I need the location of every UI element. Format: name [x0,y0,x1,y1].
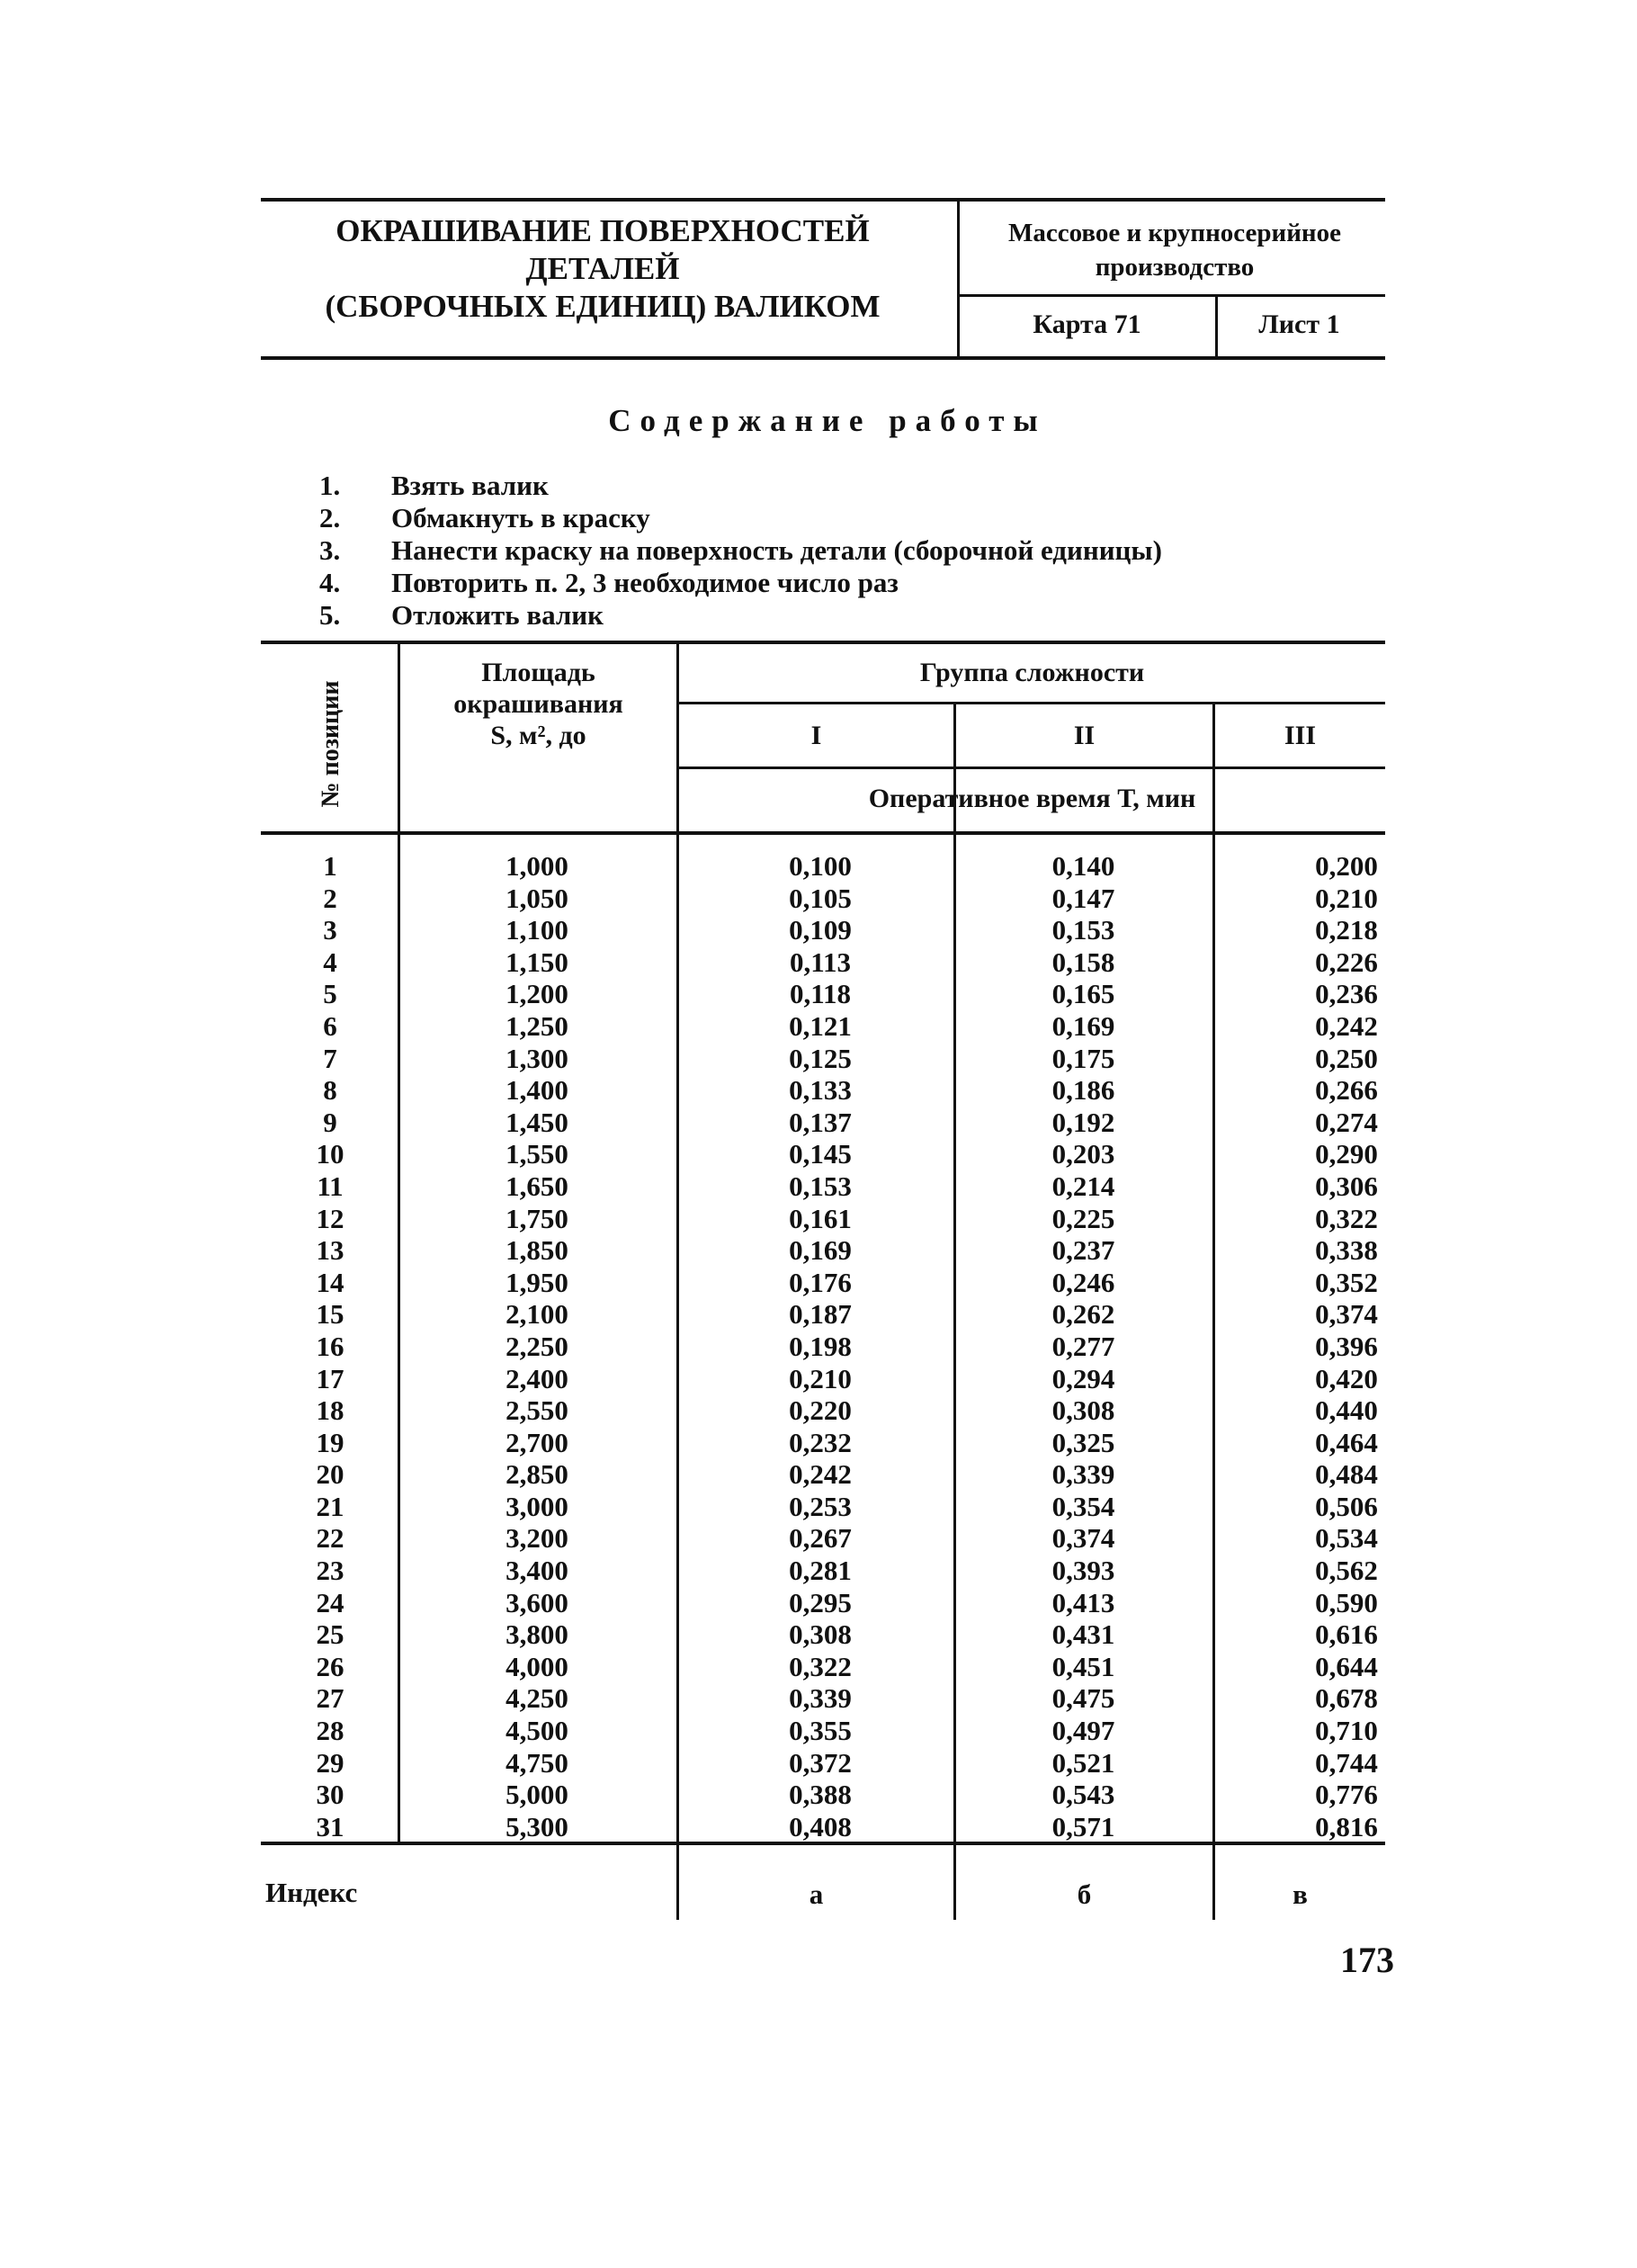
cell-area: 1,000 [505,850,568,882]
cell-group-ii: 0,237 [1051,1234,1115,1267]
column-header-area [400,657,676,751]
cell-position: 7 [323,1042,337,1074]
cell-position: 21 [316,1490,344,1522]
table-header-bottom-rule [261,831,1385,835]
cell-group-ii: 0,431 [1051,1618,1115,1651]
cell-group-iii: 0,242 [1315,1009,1378,1042]
cell-group-iii: 0,776 [1315,1779,1378,1811]
cell-group-ii: 0,521 [1051,1746,1115,1779]
table-row [263,1811,1387,1843]
table-row [263,1298,1387,1331]
table-row [263,1170,1387,1203]
work-content-title: Содержание работы [608,403,1047,438]
cell-group-iii: 0,322 [1315,1202,1378,1234]
cell-group-iii: 0,484 [1315,1458,1378,1491]
step-number: 2. [319,502,341,533]
cell-group-iii: 0,744 [1315,1746,1378,1779]
cell-area: 3,400 [505,1555,568,1587]
cell-group-ii: 0,277 [1051,1330,1115,1362]
step-number: 1. [319,470,341,501]
table-row [263,1427,1387,1459]
table-row [263,1267,1387,1299]
table-row [263,978,1387,1010]
table-row [263,946,1387,979]
cell-area: 1,650 [505,1170,568,1202]
group-ii-header: II [1073,721,1096,750]
header-bottom-rule [261,356,1385,360]
cell-group-iii: 0,250 [1315,1042,1378,1074]
cell-group-iii: 0,218 [1315,914,1378,946]
cell-group-iii: 0,506 [1315,1490,1378,1522]
cell-position: 20 [316,1458,344,1491]
cell-group-iii: 0,290 [1315,1138,1378,1170]
cell-group-iii: 0,534 [1315,1522,1378,1555]
cell-area: 5,000 [505,1779,568,1811]
cell-group-i: 0,281 [789,1555,852,1587]
cell-area: 1,400 [505,1074,568,1107]
cell-area: 2,850 [505,1458,568,1491]
table-row [263,1747,1387,1779]
cell-area: 1,450 [505,1106,568,1138]
cell-position: 30 [316,1779,344,1811]
cell-position: 15 [316,1298,344,1331]
cell-area: 3,200 [505,1522,568,1555]
step-text: Повторить п. 2, 3 необходимое число раз [391,567,899,598]
step-text: Нанести краску на поверхность детали (сборочной единицы) [391,534,1162,566]
cell-position: 22 [316,1522,344,1555]
table-row [263,883,1387,915]
table-row [263,850,1387,883]
cell-group-iii: 0,440 [1315,1394,1378,1427]
cell-group-ii: 0,354 [1051,1490,1115,1522]
cell-area: 2,100 [505,1298,568,1331]
cell-area: 4,000 [505,1650,568,1682]
table-row [263,1491,1387,1523]
cell-position: 25 [316,1618,344,1651]
cell-group-iii: 0,274 [1315,1106,1378,1138]
cell-group-ii: 0,339 [1051,1458,1115,1491]
cell-group-iii: 0,678 [1315,1682,1378,1715]
cell-group-ii: 0,214 [1051,1170,1115,1202]
cell-group-ii: 0,413 [1051,1586,1115,1618]
cell-group-iii: 0,816 [1315,1810,1378,1842]
step-number: 5. [319,599,341,631]
table-row [263,1043,1387,1075]
table-row [263,1107,1387,1139]
cell-group-i: 0,105 [789,882,852,914]
table-row [263,1394,1387,1427]
document-title [270,212,935,326]
cell-group-ii: 0,192 [1051,1106,1115,1138]
cell-group-iii: 0,374 [1315,1298,1378,1331]
cell-group-ii: 0,140 [1051,850,1115,882]
cell-group-i: 0,121 [789,1009,852,1042]
table-row [263,1555,1387,1587]
cell-group-ii: 0,175 [1051,1042,1115,1074]
area-header-line-1: Площадь [481,658,595,687]
table-row [263,1587,1387,1619]
cell-group-iii: 0,226 [1315,946,1378,978]
cell-area: 2,250 [505,1330,568,1362]
title-line-1: ОКРАШИВАНИЕ ПОВЕРХНОСТЕЙ ДЕТАЛЕЙ [335,213,870,286]
cell-group-iii: 0,464 [1315,1426,1378,1458]
cell-group-i: 0,153 [789,1170,852,1202]
cell-group-iii: 0,562 [1315,1555,1378,1587]
cell-group-i: 0,118 [789,978,852,1010]
index-label: Индекс [265,1877,358,1908]
cell-area: 1,100 [505,914,568,946]
cell-area: 3,800 [505,1618,568,1651]
cell-position: 17 [316,1362,344,1394]
cell-group-iii: 0,420 [1315,1362,1378,1394]
table-row [263,1715,1387,1747]
table-row [263,1522,1387,1555]
cell-group-i: 0,198 [789,1330,852,1362]
cell-area: 1,300 [505,1042,568,1074]
page-number: 173 [1340,1940,1394,1980]
cell-group-i: 0,408 [789,1810,852,1842]
cell-area: 3,000 [505,1490,568,1522]
cell-area: 1,950 [505,1266,568,1298]
cell-group-iii: 0,236 [1315,978,1378,1010]
area-header-line-3: S, м², до [490,721,586,750]
cell-group-i: 0,388 [789,1779,852,1811]
cell-group-iii: 0,352 [1315,1266,1378,1298]
cell-group-i: 0,242 [789,1458,852,1491]
cell-group-iii: 0,396 [1315,1330,1378,1362]
header-mid-rule [957,294,1385,297]
cell-group-i: 0,339 [789,1682,852,1715]
table-row [263,914,1387,946]
table-row [263,1074,1387,1107]
index-a: а [809,1878,824,1910]
cell-group-ii: 0,153 [1051,914,1115,946]
cell-group-i: 0,176 [789,1266,852,1298]
table-row [263,1363,1387,1395]
cell-group-ii: 0,374 [1051,1522,1115,1555]
column-header-position: № позиции [317,680,344,808]
step-text: Отложить валик [391,599,604,631]
cell-group-i: 0,267 [789,1522,852,1555]
cell-area: 4,500 [505,1715,568,1747]
cell-group-ii: 0,225 [1051,1202,1115,1234]
cell-position: 5 [323,978,337,1010]
cell-position: 29 [316,1746,344,1779]
cell-group-ii: 0,497 [1051,1715,1115,1747]
roman-header-rule [676,766,1385,769]
cell-position: 24 [316,1586,344,1618]
cell-position: 19 [316,1426,344,1458]
table-row [263,1682,1387,1715]
production-line-2: производство [1095,253,1255,282]
cell-group-ii: 0,262 [1051,1298,1115,1331]
table-row [263,1779,1387,1811]
cell-area: 4,250 [505,1682,568,1715]
cell-group-i: 0,210 [789,1362,852,1394]
cell-area: 2,550 [505,1394,568,1427]
cell-group-i: 0,133 [789,1074,852,1107]
cell-group-i: 0,295 [789,1586,852,1618]
cell-position: 13 [316,1234,344,1267]
cell-position: 26 [316,1650,344,1682]
table-top-rule [261,641,1385,644]
cell-position: 27 [316,1682,344,1715]
group-i-header: I [810,721,822,750]
cell-group-iii: 0,710 [1315,1715,1378,1747]
table-row [263,1618,1387,1651]
cell-area: 1,850 [505,1234,568,1267]
cell-position: 4 [323,946,337,978]
cell-group-i: 0,145 [789,1138,852,1170]
cell-group-ii: 0,475 [1051,1682,1115,1715]
cell-group-ii: 0,186 [1051,1074,1115,1107]
cell-group-iii: 0,306 [1315,1170,1378,1202]
cell-group-i: 0,322 [789,1650,852,1682]
cell-area: 1,550 [505,1138,568,1170]
header-top-rule [261,198,1385,202]
cell-group-ii: 0,147 [1051,882,1115,914]
group-header-rule [676,702,1385,704]
cell-group-i: 0,100 [789,850,852,882]
cell-group-ii: 0,203 [1051,1138,1115,1170]
cell-group-i: 0,109 [789,914,852,946]
step-text: Взять валик [391,470,549,501]
group-iii-header: III [1284,721,1317,750]
cell-position: 18 [316,1394,344,1427]
cell-group-i: 0,161 [789,1202,852,1234]
cell-area: 2,700 [505,1426,568,1458]
cell-group-i: 0,187 [789,1298,852,1331]
cell-area: 5,300 [505,1810,568,1842]
cell-group-ii: 0,294 [1051,1362,1115,1394]
cell-group-iii: 0,210 [1315,882,1378,914]
cell-group-i: 0,220 [789,1394,852,1427]
cell-position: 16 [316,1330,344,1362]
cell-area: 1,150 [505,946,568,978]
table-row [263,1010,1387,1043]
cell-group-ii: 0,308 [1051,1394,1115,1427]
cell-position: 9 [323,1106,337,1138]
cell-group-i: 0,372 [789,1746,852,1779]
cell-position: 3 [323,914,337,946]
cell-group-i: 0,125 [789,1042,852,1074]
cell-group-iii: 0,644 [1315,1650,1378,1682]
index-b: б [1077,1878,1092,1910]
cell-group-iii: 0,266 [1315,1074,1378,1107]
cell-area: 2,400 [505,1362,568,1394]
table-row [263,1203,1387,1235]
cell-position: 1 [323,850,337,882]
table-row [263,1138,1387,1170]
production-type [959,216,1391,284]
cell-area: 4,750 [505,1746,568,1779]
cell-position: 6 [323,1009,337,1042]
cell-position: 10 [316,1138,344,1170]
cell-position: 31 [316,1810,344,1842]
cell-area: 1,750 [505,1202,568,1234]
cell-group-i: 0,113 [789,946,852,978]
cell-group-iii: 0,616 [1315,1618,1378,1651]
cell-group-ii: 0,158 [1051,946,1115,978]
title-line-2: (СБОРОЧНЫХ ЕДИНИЦ) ВАЛИКОМ [325,289,881,324]
cell-position: 28 [316,1715,344,1747]
cell-position: 2 [323,882,337,914]
sheet-number: Лист 1 [1258,309,1340,339]
production-line-1: Массовое и крупносерийное [1007,219,1342,247]
cell-group-i: 0,137 [789,1106,852,1138]
cell-position: 11 [317,1170,344,1202]
table-row [263,1234,1387,1267]
cell-group-ii: 0,165 [1051,978,1115,1010]
table-row [263,1651,1387,1683]
cell-area: 1,200 [505,978,568,1010]
cell-group-ii: 0,571 [1051,1810,1115,1842]
cell-group-iii: 0,590 [1315,1586,1378,1618]
step-number: 3. [319,534,341,566]
table-body [263,850,1387,1842]
step-number: 4. [319,567,341,598]
cell-position: 8 [323,1074,337,1107]
cell-group-i: 0,308 [789,1618,852,1651]
cell-group-i: 0,232 [789,1426,852,1458]
cell-position: 14 [316,1266,344,1298]
cell-group-iii: 0,338 [1315,1234,1378,1267]
cell-group-ii: 0,543 [1051,1779,1115,1811]
card-number: Карта 71 [1033,309,1141,339]
cell-position: 12 [316,1202,344,1234]
table-row [263,1331,1387,1363]
cell-position: 23 [316,1555,344,1587]
cell-group-i: 0,169 [789,1234,852,1267]
cell-group-iii: 0,200 [1315,850,1378,882]
cell-group-i: 0,355 [789,1715,852,1747]
cell-group-ii: 0,393 [1051,1555,1115,1587]
cell-area: 1,050 [505,882,568,914]
cell-group-ii: 0,325 [1051,1426,1115,1458]
cell-area: 3,600 [505,1586,568,1618]
operative-time-header: Оперативное время Т, мин [868,784,1196,813]
cell-group-ii: 0,451 [1051,1650,1115,1682]
cell-area: 1,250 [505,1009,568,1042]
index-c: в [1293,1878,1308,1910]
group-complexity-header: Группа сложности [919,658,1145,687]
cell-group-i: 0,253 [789,1490,852,1522]
area-header-line-2: окрашивания [453,689,623,719]
step-text: Обмакнуть в краску [391,502,650,533]
cell-group-ii: 0,169 [1051,1009,1115,1042]
cell-group-ii: 0,246 [1051,1266,1115,1298]
table-row [263,1458,1387,1491]
